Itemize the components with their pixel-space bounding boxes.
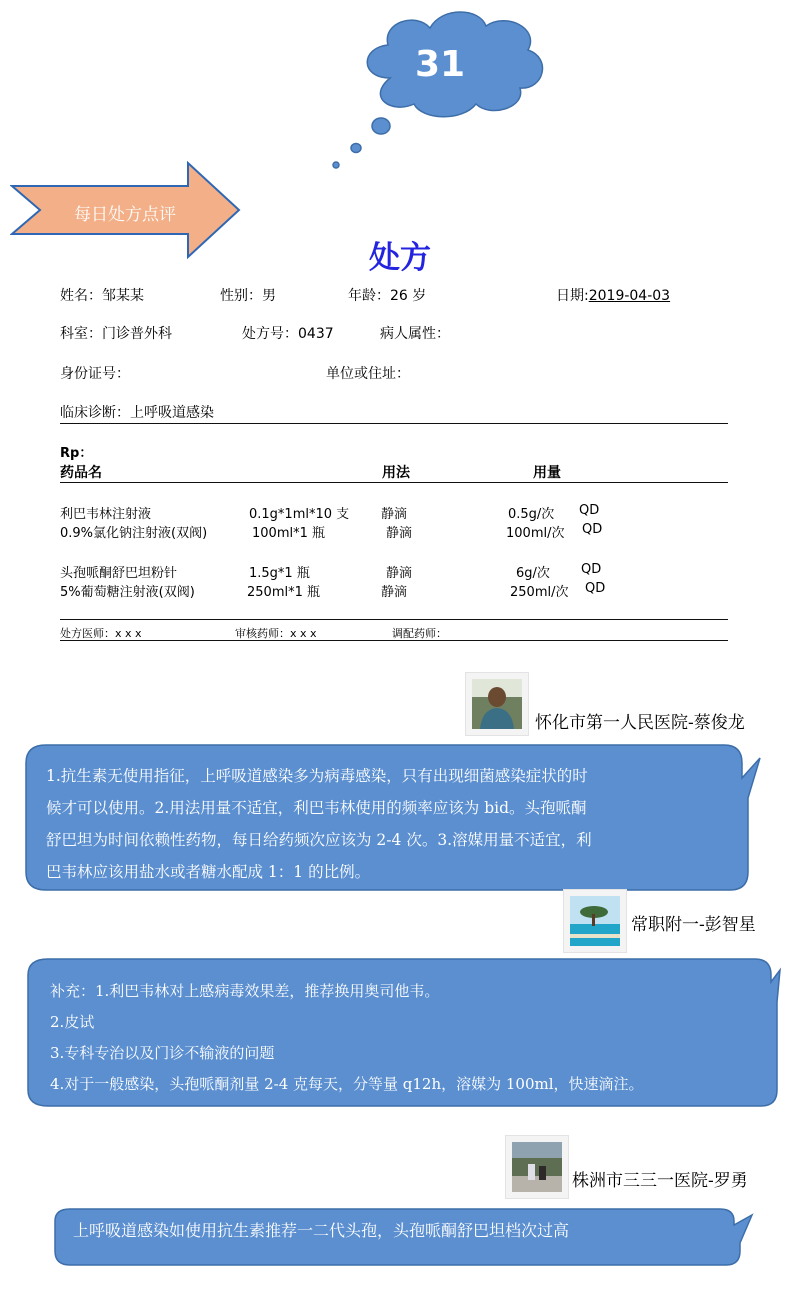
divider [60, 640, 728, 641]
comment-text: 补充：1.利巴韦林对上感病毒效果差，推荐换用奥司他韦。 2.皮试 3.专科专治以及门诊不输液的问题 4.对于一般感染，头孢哌酮剂量 2-4 克每天，分等量 q12h，溶媒为 100ml，快速滴注。 [50, 982, 644, 1093]
drug-spec: 100ml*1 瓶 [252, 526, 325, 541]
drug-name: 0.9%氯化钠注射液(双阀) [60, 526, 208, 541]
drug-name: 利巴韦林注射液 [60, 507, 152, 522]
sex-field: 性别：男 [220, 288, 276, 304]
drug-name: 头孢哌酮舒巴坦粉针 [60, 566, 178, 581]
drug-freq: QD [585, 581, 606, 596]
drug-freq: QD [582, 522, 603, 537]
drug-dose: 250ml/次 [510, 585, 569, 600]
drug-spec: 250ml*1 瓶 [247, 585, 320, 600]
id-field: 身份证号： [60, 366, 130, 382]
drug-name: 5%葡萄糖注射液(双阀) [60, 585, 195, 600]
street-photo-icon [505, 1135, 569, 1199]
divider [60, 619, 728, 620]
person-photo-icon [465, 672, 529, 736]
drug-usage: 静滴 [386, 566, 413, 581]
rp-label: Rp： [60, 446, 93, 461]
doctor-signature: 处方医师：x x x [60, 627, 142, 640]
drug-usage: 静滴 [381, 585, 408, 600]
age-field: 年龄：26 岁 [348, 288, 427, 304]
comment-text: 1.抗生素无使用指征，上呼吸道感染多为病毒感染，只有出现细菌感染症状的时 候才可以使用。2.用法用量不适宜，利巴韦林使用的频率应该为 bid。头孢哌酮 舒巴坦为时间依赖性药物，每日给药频次应该为 2-4 次。3.溶媒用量不适宜，利 巴韦林应该用盐水或者糖水配成 1：1 的比例。 [46, 767, 592, 881]
comment-author: 株洲市三三一医院-罗勇 [572, 1171, 748, 1191]
name-field: 姓名：邹某某 [60, 288, 144, 304]
date-field: 日期:2019-04-03 [556, 288, 671, 304]
dispenser-signature: 调配药师： [392, 627, 447, 640]
rx-number-field: 处方号：0437 [242, 326, 334, 342]
prescription-title: 处方 [369, 240, 431, 276]
drug-usage: 静滴 [381, 507, 408, 522]
thought-cloud [330, 0, 560, 175]
divider [60, 423, 728, 424]
drug-dose: 0.5g/次 [508, 507, 555, 522]
drug-dose: 100ml/次 [506, 526, 565, 541]
beach-photo-icon [563, 889, 627, 953]
col-usage-header: 用法 [382, 465, 410, 481]
drug-spec: 0.1g*1ml*10 支 [249, 507, 350, 522]
col-drug-header: 药品名 [60, 465, 102, 481]
comment-text: 上呼吸道感染如使用抗生素推荐一二代头孢，头孢哌酮舒巴坦档次过高 [73, 1221, 570, 1240]
patient-attr-field: 病人属性： [380, 326, 450, 342]
address-field: 单位或住址： [326, 366, 410, 382]
divider [60, 482, 728, 483]
comment-author: 常职附一-彭智星 [631, 915, 756, 935]
drug-spec: 1.5g*1 瓶 [249, 566, 310, 581]
dept-field: 科室：门诊普外科 [60, 326, 172, 342]
issue-number: 31 [414, 44, 466, 85]
drug-usage: 静滴 [386, 526, 413, 541]
banner-label: 每日处方点评 [74, 205, 176, 225]
col-dose-header: 用量 [533, 465, 561, 481]
comment-author: 怀化市第一人民医院-蔡俊龙 [535, 713, 745, 733]
drug-freq: QD [581, 562, 602, 577]
reviewer-signature: 审核药师：x x x [235, 627, 317, 640]
drug-freq: QD [579, 503, 600, 518]
drug-dose: 6g/次 [516, 566, 550, 581]
diagnosis-field: 临床诊断：上呼吸道感染 [60, 405, 214, 421]
